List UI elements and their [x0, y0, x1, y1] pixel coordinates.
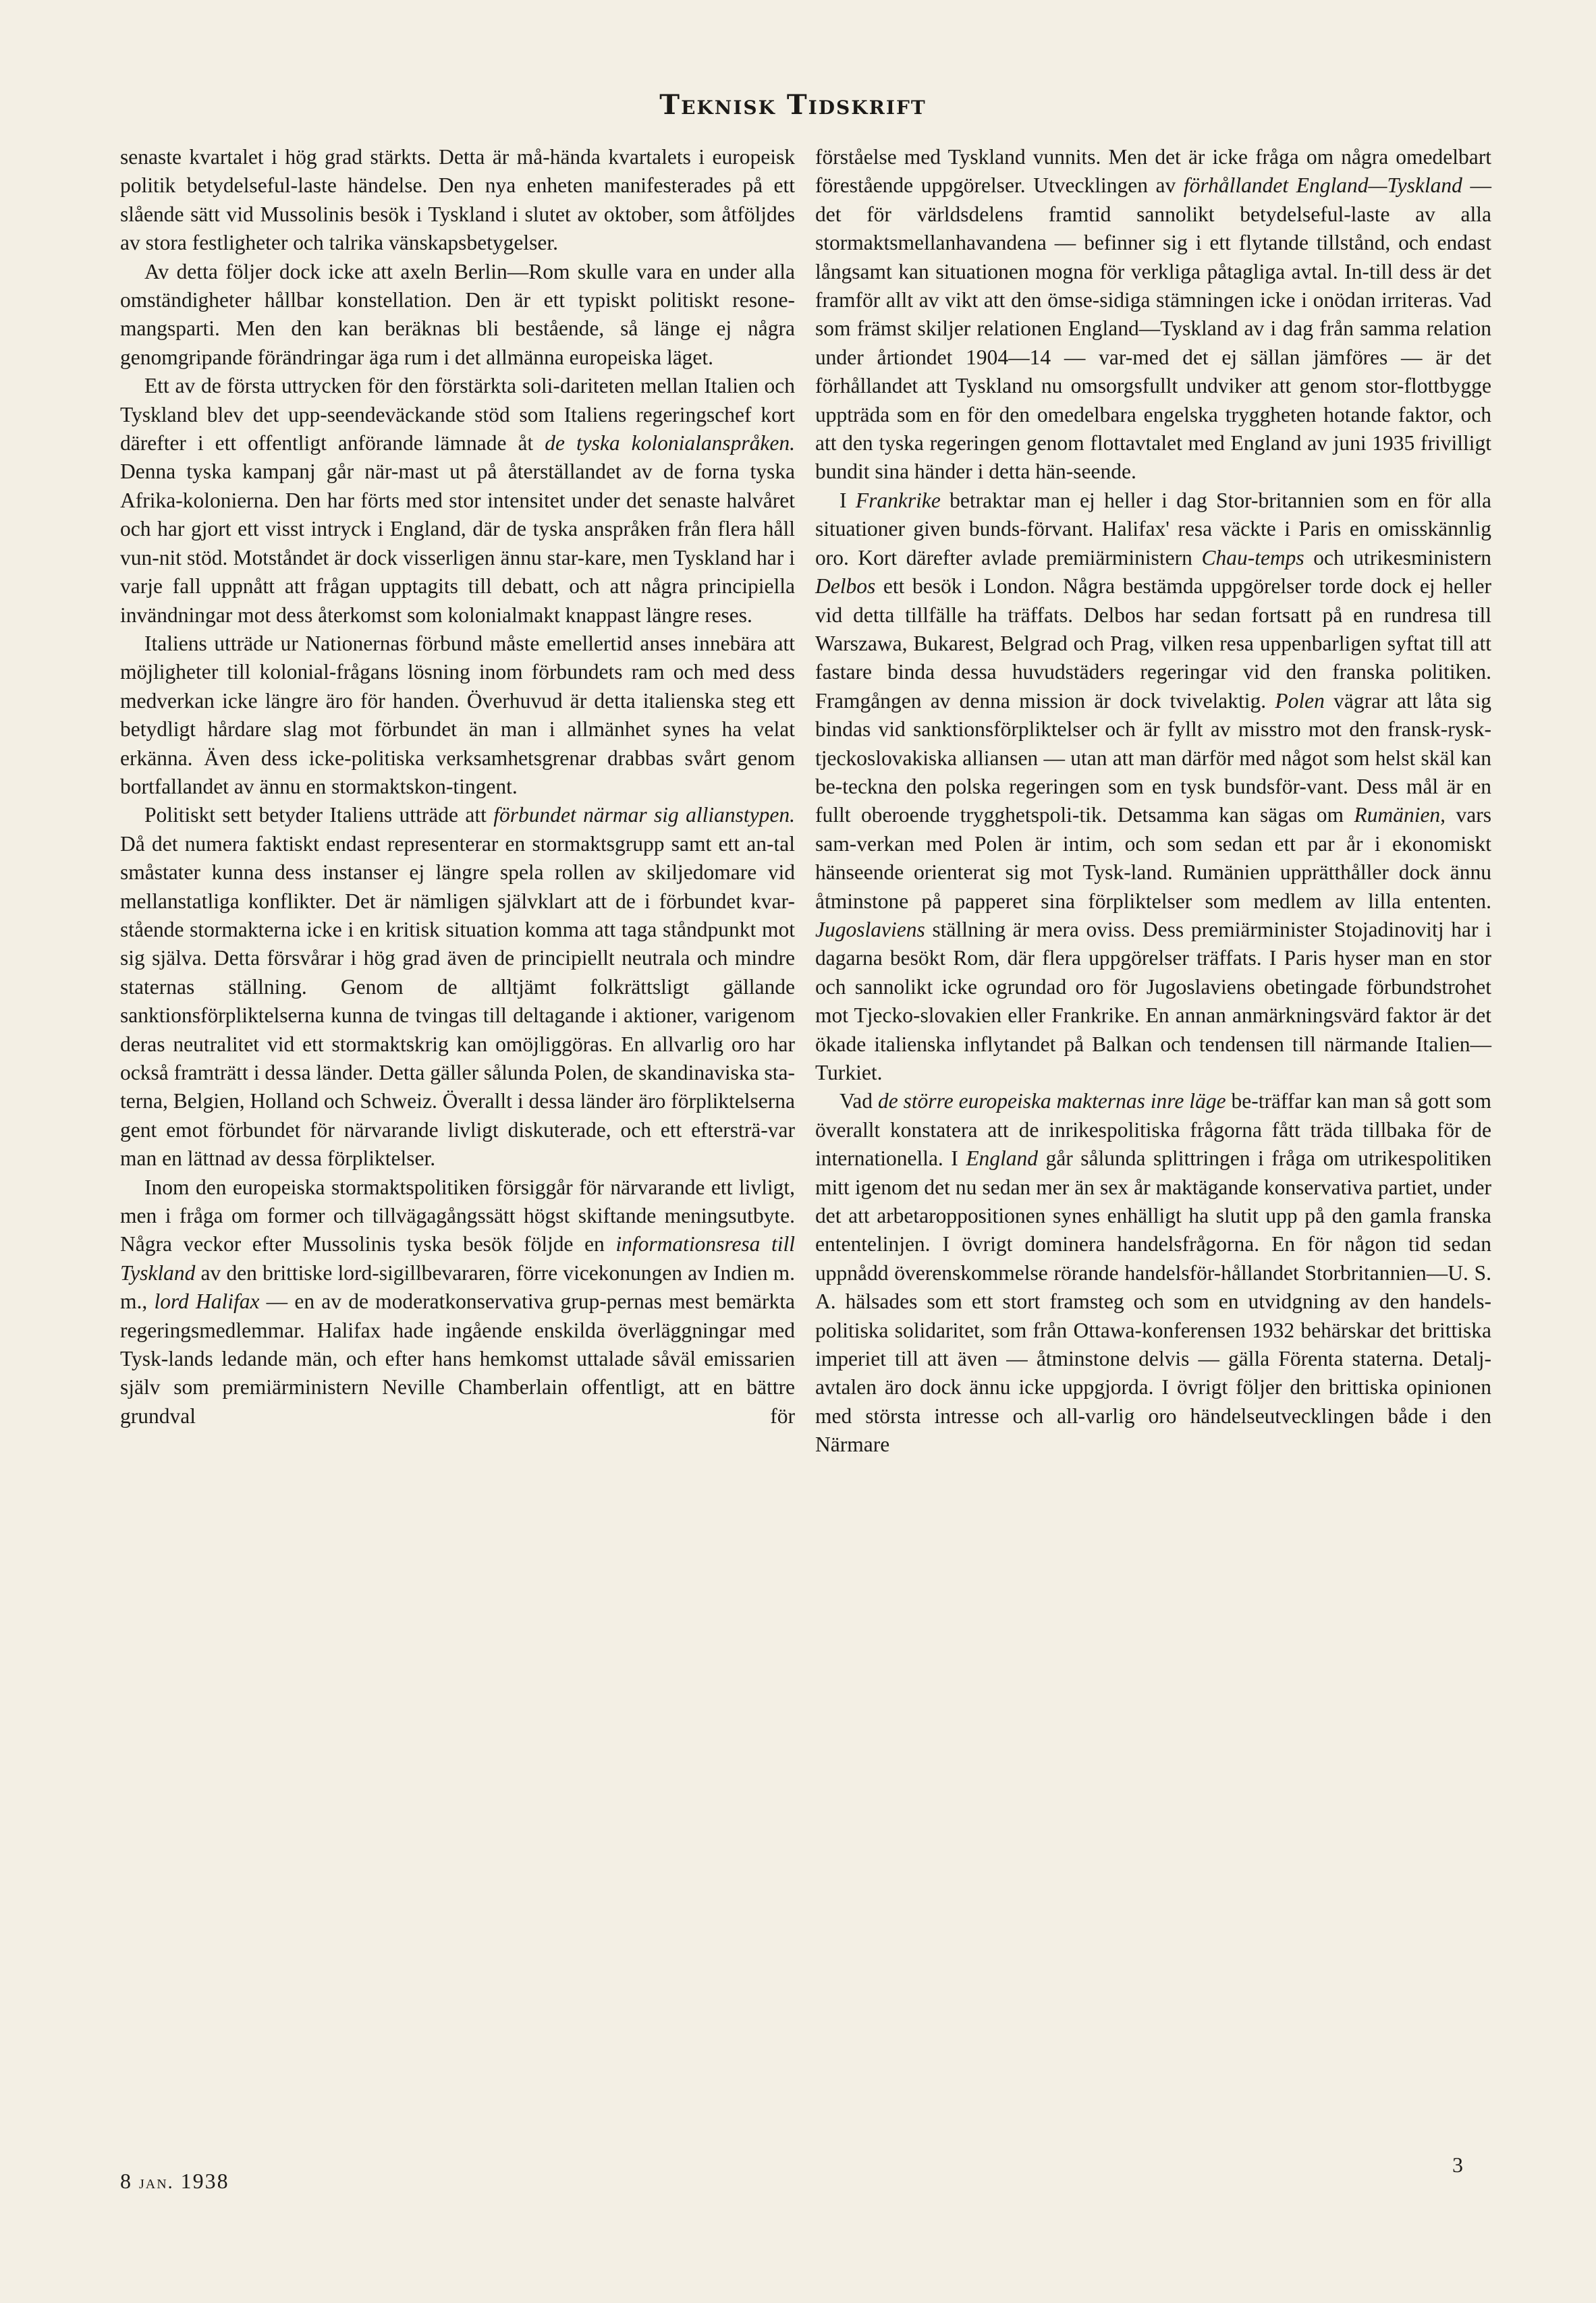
paragraph — [815, 1087, 1491, 1459]
paragraph-text: Italiens utträde ur Nationernas förbund måste emellertid anses innebära att möjligheter till kolonial-frågans lösning inom förbundets ram och med dess medverkan icke längre äro för handen. Överhuvud är detta italienska steg ett betydligt hårdare slag mot förbundet än man i allmänhet synes ha velat erkänna. Även dess icke-politiska verksamhetsgrenar drabbas svårt genom bortfallandet av ännu en stormaktskon-tingent. — [120, 631, 795, 798]
emphasis: förbundet närmar sig allianstypen. — [493, 803, 796, 827]
paragraph-text: Inom den europeiska stormaktspolitiken försiggår för närvarande ett livligt, men i fråga om former och tillvägagångssätt högst skiftande meningsutbyte. Några veckor efter Mussolinis tyska besök följde en — [120, 1175, 795, 1256]
paragraph-text: be-träffar kan man så gott som överallt konstatera att de inrikespolitiska frågorna fått träda tillbaka för de internationella. I — [815, 1089, 1491, 1171]
paragraph-text: går sålunda splittringen i fråga om utrikespolitiken mitt igenom det nu sedan mer än sex år maktägande konservativa partiet, under det att arbetaroppositionen synes enhälligt ha slutit upp på den gamla franska ententelinjen. I övrigt dominera handelsfrågorna. En för någon tid sedan uppnådd överenskommelse rörande handelsför-hållandet Storbritannien—U. S. A. hälsades som ett stort framsteg och som en utvidgning av den handels-politiska solidaritet, som från Ottawa-konferensen 1932 behärskar det brittiska imperiet till att även — åtminstone delvis — gälla Förenta staterna. Detalj-avtalen äro dock ännu icke uppgjorda. I övrigt följer den brittiska opinionen med största intresse och all-varlig oro händelseutvecklingen både i den Närmare — [815, 1146, 1491, 1457]
paragraph-text: ett besök i London. Några bestämda uppgörelser torde dock ej heller vid detta tillfälle ha träffats. Delbos har sedan fortsatt på en rundresa till Warszawa, Bukarest, Belgrad och Prag, vilken resa uppenbarligen syftat till att fastare binda dessa huvudstäders regeringar vid den franska politiken. Framgången av denna mission är dock tvivelaktig. — [815, 574, 1491, 713]
emphasis: lord Halifax — [154, 1289, 260, 1314]
paragraph-text: Politiskt sett betyder Italiens utträde att — [144, 803, 494, 827]
paragraph — [120, 372, 795, 630]
paragraph-text: och utrikesministern — [1304, 545, 1491, 570]
paragraph-text: Då det numera faktiskt endast representerar en stormaktsgrupp samt ett an-tal småstater kunna dess instanser ej längre spela rollen av skiljedomare vid mellanstatliga konflikter. Det är nämligen självklart att de i förbundet kvar-stående stormakterna icke i en kritisk situation komma att taga ståndpunkt mot sig själva. Detta försvårar i hög grad även de principiellt neutrala och mindre staternas ställning. Genom de alltjämt folkrättsligt gällande sanktionsförpliktelserna kunna de tvingas till deltagande i aktioner, varigenom deras neutralitet vid ett stormaktskrig kan omöjliggöras. En allvarlig oro har också framträtt i dessa länder. Detta gäller sålunda Polen, de skandinaviska sta-terna, Belgien, Holland och Schweiz. Överallt i dessa länder äro förpliktelserna gent emot förbundet för närvarande livligt diskuterade, och ett eftersträ-var man en lättnad av dessa förpliktelser. — [120, 831, 795, 1171]
emphasis: England — [966, 1146, 1039, 1171]
paragraph-text: — det för världsdelens framtid sannolikt betydelseful-laste av alla stormaktsmellanhavandena — befinner sig i ett flytande tillstånd, och endast långsamt kan situationen mogna för verkliga påtagliga avtal. In-till dess är det framför allt av vikt att den ömse-sidiga stämningen icke i onödan irriteras. Vad som främst skiljer relationen England—Tyskland av i dag från samma relation under årtiondet 1904—14 — var-med det ej sällan jämföres — är det förhållandet att Tyskland nu omsorgsfullt undviker att genom stor-flottbygge uppträda som en för den omedelbara engelska tryggheten hotande faktor, och att den tyska regeringen genom flottavtalet med England av juni 1935 frivilligt bundit sina händer i detta hän-seende. — [815, 173, 1491, 484]
paragraph — [120, 801, 795, 1173]
paragraph-text: Av detta följer dock icke att axeln Berlin—Rom skulle vara en under alla omständigheter hållbar konstellation. Den är ett typiskt politiskt resone-mangsparti. Men den kan beräknas bli bestående, så länge ej några genomgripande förändringar äga rum i det allmänna europeiska läget. — [120, 259, 795, 369]
emphasis: Delbos — [815, 574, 876, 599]
paragraph — [120, 1173, 795, 1431]
emphasis: de tyska kolonialanspråken. — [545, 431, 796, 455]
paragraph-text: vars sam-verkan med Polen är intim, och som sedan ett par år i ekonomiskt hänseende orienterat sig mot Tysk-land. Rumänien upprätthåller dock ännu åtminstone på papperet sina förpliktelser som medlem av lilla ententen. — [815, 803, 1492, 913]
emphasis: Jugoslaviens — [815, 917, 925, 941]
left-column — [120, 143, 795, 1431]
paragraph-text: Denna tyska kampanj går när-mast ut på återställandet av de forna tyska Afrika-kolonierna. Den har förts med stor intensitet under det senaste halvåret och har gjort ett visst intryck i England, där de tyska anspråken från flera håll vun-nit stöd. Motståndet är dock visserligen ännu star-kare, men Tyskland har i varje fall uppnått att frågan upptagits till debatt, och att några principiella invändningar mot dess återkomst som kolonialmakt knappast längre reses. — [120, 460, 795, 627]
paragraph-text: senaste kvartalet i hög grad stärkts. Detta är må-hända kvartalets i europeisk politik betydelseful-laste händelse. Den nya enheten manifesterades på ett slående sätt vid Mussolinis besök i Tyskland i slutet av oktober, som åtföljdes av stora festligheter och talrika vänskapsbetygelser. — [120, 145, 795, 255]
paragraph-text: I — [840, 488, 856, 512]
paragraph-text: — en av de moderatkonservativa grup-pernas mest bemärkta regeringsmedlemmar. Halifax hade ingående enskilda överläggningar med Tysk-lands ledande män, och efter hans hemkomst uttalade såväl emissarien själv som premiärministern Neville Chamberlain offentligt, att en bättre grundval för — [120, 1289, 795, 1428]
paragraph-text: Vad — [840, 1089, 878, 1113]
paragraph-text: förståelse med Tyskland vunnits. Men det är icke fråga om några omedelbart förestående uppgörelser. Utvecklingen av — [815, 145, 1491, 198]
emphasis: Chau-temps — [1201, 545, 1304, 570]
paragraph — [120, 143, 795, 258]
date-month: jan. — [139, 2172, 174, 2193]
emphasis: Rumänien, — [1354, 803, 1446, 827]
right-column — [815, 143, 1491, 1460]
paragraph — [120, 258, 795, 372]
paragraph — [815, 487, 1491, 1088]
paragraph-text: av den brittiske lord-sigillbevararen, förre vicekonungen av Indien m. m., — [120, 1260, 795, 1314]
paragraph — [815, 143, 1491, 487]
paragraph-text: Ett av de första uttrycken för den förstärkta soli-dariteten mellan Italien och Tyskland blev det upp-seendeväckande stöd som Italiens regeringschef kort därefter i ett offentligt anförande lämnade åt — [120, 374, 795, 455]
date-year: 1938 — [180, 2169, 229, 2193]
issue-date — [120, 2169, 229, 2194]
paragraph-text: vägrar att låta sig bindas vid sanktionsförpliktelser och är fyllt av misstro mot den fransk-rysk-tjeckoslovakiska alliansen — utan att man därför med något som helst skäl kan be-teckna den polska regeringen som en tysk bundsför-vant. Dess mål är en fullt oberoende trygghetspoli-tik. Detsamma kan sägas om — [815, 688, 1492, 827]
emphasis: Polen — [1275, 688, 1325, 713]
emphasis: Frankrike — [855, 488, 941, 512]
date-day: 8 — [120, 2169, 132, 2193]
emphasis: informationsresa till Tyskland — [120, 1232, 795, 1285]
emphasis: de större europeiska makternas inre läge — [877, 1089, 1226, 1113]
paragraph-text: ställning är mera oviss. Dess premiärminister Stojadinovitj har i dagarna besökt Rom, där flera uppgörelser träffats. I Paris hyser man en stor och sannolikt icke ogrundad oro för Jugoslaviens obetingade förbundstrohet mot Tjecko-slovakien eller Frankrike. En annan anmärkningsvärd faktor är det ökade italienska inflytandet på Balkan och tendensen till närmande Italien—Turkiet. — [815, 917, 1491, 1084]
paragraph-text: betraktar man ej heller i dag Stor-britannien som en för alla situationer given bunds-förvant. Halifax' resa väckte i Paris en omisskännlig oro. Kort därefter avlade premiärministern — [815, 488, 1491, 570]
paragraph — [120, 630, 795, 801]
masthead: Teknisk Tidskrift — [659, 89, 927, 121]
emphasis: förhållandet England—Tyskland — [1183, 173, 1462, 198]
page-number: 3 — [1452, 2153, 1463, 2177]
